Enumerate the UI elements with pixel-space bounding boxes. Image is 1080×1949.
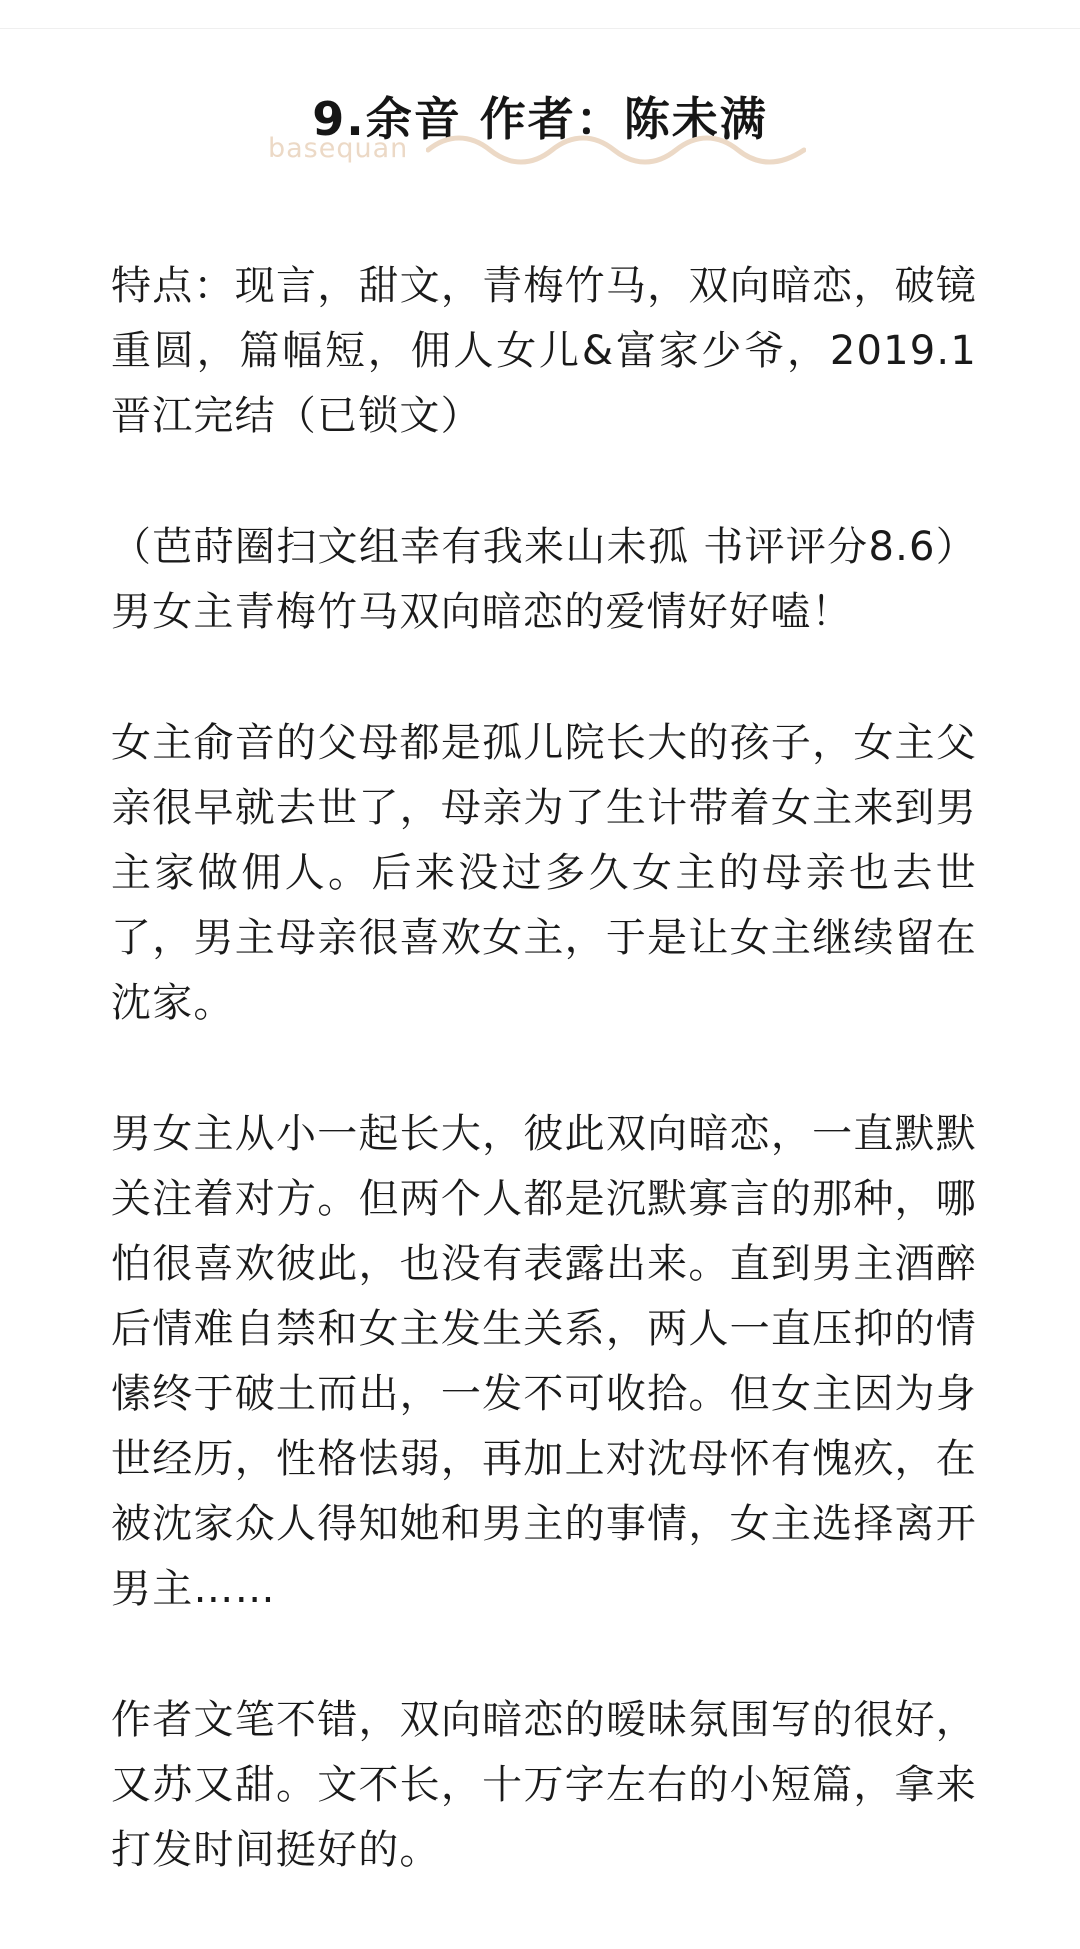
top-divider <box>0 28 1080 29</box>
paragraph-features: 特点：现言，甜文，青梅竹马，双向暗恋，破镜重圆，篇幅短，佣人女儿&富家少爷，2019.1晋江完结（已锁文） <box>111 263 977 439</box>
wave-decoration-icon <box>426 130 806 170</box>
watermark-text: basequan <box>268 133 409 164</box>
paragraph-review-score: （芭莳圈扫文组幸有我来山未孤 书评评分8.6）男女主青梅竹马双向暗恋的爱情好好嗑！ <box>111 524 977 635</box>
article-body <box>111 254 977 1949</box>
page-title: 9.余音 作者：陈未满 <box>312 91 768 146</box>
paragraph-background: 女主俞音的父母都是孤儿院长大的孩子，女主父亲很早就去世了，母亲为了生计带着女主来到男主家做佣人。后来没过多久女主的母亲也去世了，男主母亲很喜欢女主，于是让女主继续留在沈家。 <box>111 720 977 1026</box>
wave-decoration <box>268 130 808 170</box>
paragraph-comment: 作者文笔不错，双向暗恋的暧昧氛围写的很好，又苏又甜。文不长，十万字左右的小短篇，拿来打发时间挺好的。 <box>111 1697 977 1873</box>
paragraph-plot: 男女主从小一起长大，彼此双向暗恋，一直默默关注着对方。但两个人都是沉默寡言的那种，哪怕很喜欢彼此，也没有表露出来。直到男主酒醉后情难自禁和女主发生关系，两人一直压抑的情愫终于破土而出，一发不可收拾。但女主因为身世经历，性格怯弱，再加上对沈母怀有愧疚，在被沈家众人得知她和男主的事情，女主选择离开男主…… <box>111 1111 977 1612</box>
